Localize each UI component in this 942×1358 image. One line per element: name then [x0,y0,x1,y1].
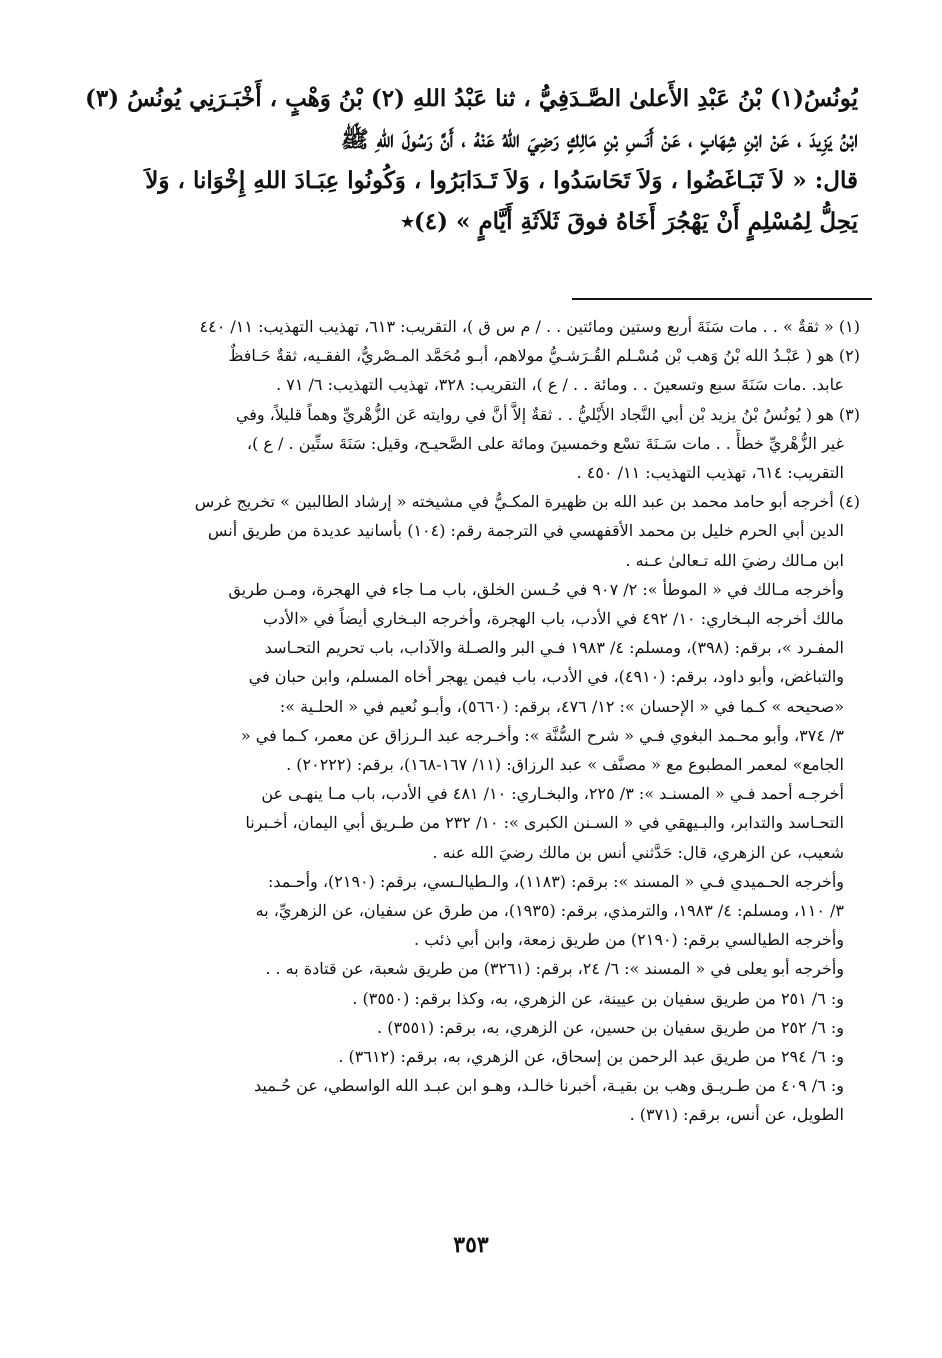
footnote-line: ابن مـالك رضيَ الله تـعالىٰ عـنه . [625,550,844,570]
main-line: ابْنُ يَزِيدَ ، عَنْ ابْنِ شِهَابٍ ، عَنْ أَنَـسِ بْنِ مَالِكٍ رَضِيَ اللهُ عَنْهُ ، أَنَّ رَسُولَ اللهِ ﷺ [340,126,858,153]
footnote-line: الدين أبي الحرم خليل بن محمد الأقفهسي في الترجمة رقم: (١٠٤) بأسانيد عديدة من طريق أنس [207,521,844,541]
footnote-line: و: ٦/ ٢٥٢ من طريق سفيان بن حسين، عن الزهري، به، برقم: (٣٥٥١) . [377,1017,844,1037]
footnote-line: و: ٦/ ٢٩٤ من طريق عبد الرحمن بن إسحاق، عن الزهري، به، برقم: (٣٦١٢) . [338,1047,844,1067]
footnote-line: التقريب: ٦١٤، تهذيب التهذيب: ١١/ ٤٥٠ . [576,463,844,483]
main-line: قال: « لاَ تَبَـاغَضُوا ، وَلاَ تَحَاسَدُوا ، وَلاَ تَـدَابَرُوا ، وَكُونُوا عِبَـادَ اللهِ إِخْوَانا ، وَلاَ [145,167,858,194]
page-number: ٣٥٣ [453,1232,489,1258]
footnote-line: شعيب، عن الزهري، قال: حَدَّثني أنس بن مالك رضيَ الله عنه . [432,842,844,862]
footnote-line: و: ٦/ ٢٥١ من طريق سفيان بن عيينة، عن الزهري، به، وكذا برقم: (٣٥٥٠) . [352,988,844,1008]
footnote-line: وأخرجه الحـميدي فـي « المسند »: برقم: (١١٨٣)، والـطيالـسي، برقم: (٢١٩٠)، وأحـمد: [267,871,844,891]
main-text-block [70,78,858,242]
footnote-divider [572,298,872,300]
footnote-line: التحـاسد والتدابر، والبـيهقي في « السـنن الكبرى »: ١٠/ ٢٣٢ من طـريق أبي اليمان، أخـبرنا [245,813,844,833]
footnote-line: أخرجـه أحمد فـي « المسنـد »: ٣/ ٢٢٥، والبخـاري: ١٠/ ٤٨١ في الأدب، باب مـا ينهـى عن [261,784,844,804]
footnote-line: ٣/ ٣٧٤، وأبو محـمد البغوي فـي « شرح السُّنَّة »: وأخـرجه عبد الـرزاق عن معمر، كـما في « [240,725,844,745]
footnote-line: الجامع» لمعمر المطبوع مع « مصنَّف » عبد الرزاق: (١١/ ١٦٧-١٦٨)، برقم: (٢٠٢٢٢) . [286,755,844,775]
footnote-line: وأخرجه أبو يعلى في « المسند »: ٦/ ٢٤، برقم: (٣٢٦١) من طريق شعبة، عن قتادة به . . [265,959,844,979]
footnote-line: غير الزُّهْريِّ خطأً . . مات سَـنَةَ تسْع وخمسينَ ومائة على الصَّحيـح، وقيل: سَنَةَ ستِّين . / ع )، [246,433,844,453]
footnote-line: (١) « ثقةٌ » . . مات سَنَةَ أربع وستين ومائتين . . / م س ق )، التقريب: ٦١٣، تهذيب التهذيب: ١١/ ٤٤٠ [199,317,860,336]
footnote-line: الطويل، عن أنس، برقم: (٣٧١) . [629,1105,844,1125]
footnote-line: المفـرد »، برقم: (٣٩٨)، ومسلم: ٤/ ١٩٨٣ فـي البر والصـلة والآداب، باب تحريم التحـاسد [264,638,844,658]
main-line: يَحِلُّ لِمُسْلِمٍ أَنْ يَهْجُرَ أَخَاهُ فوقَ ثَلاَثَةِ أَيَّامٍ » (٤)٭ [401,208,858,235]
footnote-line: و: ٦/ ٤٠٩ من طـريـق وهب بن بقيـة، أخبرنا خالـد، وهـو ابن عبـد الله الواسطي، عن حُـميد [254,1076,844,1096]
footnote-line: والتباغض، وأبو داود، برقم: (٤٩١٠)، في الأدب، باب فيمن يهجر أخاه المسلم، وابن حبان في [248,667,844,687]
footnotes-block [92,312,860,1130]
footnote-line: مالك أخرجه البـخاري: ١٠/ ٤٩٢ في الأدب، باب الهجرة، وأخرجه البـخاري أيضاً في «الأدب [262,609,844,629]
footnote-line: «صحيحه » كـما في « الإحسان »: ١٢/ ٤٧٦، برقم: (٥٦٦٠)، وأبـو نُعيم في « الحلـية »: [279,696,844,716]
main-line: يُونُسُ(١) بْنُ عَبْدِ الأَعلىٰ الصَّـدَفِيُّ ، ثنا عَبْدُ اللهِ (٢) بْنُ وَهْبٍ ، أَخْبَـرَنِي يُونُسُ (٣) [84,85,858,112]
footnote-line: (٢) هو ( عَبْـدُ الله بْنُ وَهب بْن مُسْـلم القُـرَشـيُّ مولاهم، أبـو مُحَمَّد المـصْريُّ، الفقـيه، ثقةٌ حَـافظٌ [228,346,860,366]
footnote-line: وأخرجه الطيالسي برقم: (٢١٩٠) من طريق زمعة، وابن أبي ذئب . [414,930,844,950]
hadith-text [70,78,858,242]
footnote-line: (٤) أخرجه أبو حامد محمد بن عبد الله بن ظهيرة المكـيُّ في مشيخته « إرشاد الطالبين » تخريج غرس [194,492,860,512]
footnote-line: ٣/ ١١٠، ومسلم: ٤/ ١٩٨٣، والترمذي، برقم: (١٩٣٥)، من طرق عن سفيان، عن الزهريِّ، به [255,901,844,921]
footnote-line: وأخرجه مـالك في « الموطأ »: ٢/ ٩٠٧ في حُـسن الخلق، باب مـا جاء في الهجرة، ومـن طريق [228,579,844,599]
footnote-line: عابد. .مات سَنَةَ سبع وتسعينَ . . ومائة . . / ع )، التقريب: ٣٢٨، تهذيب التهذيب: ٦/ ٧١ . [276,375,844,395]
footnote-line: (٣) هو ( يُونُسُ بْنُ يزيد بْن أبي النَّجاد الأَيْليُّ . . ثقةٌ إلاَّ أنَّ في روايته عَن الزُّهْريِّ وهماً قليلاً، وفي [235,404,860,424]
